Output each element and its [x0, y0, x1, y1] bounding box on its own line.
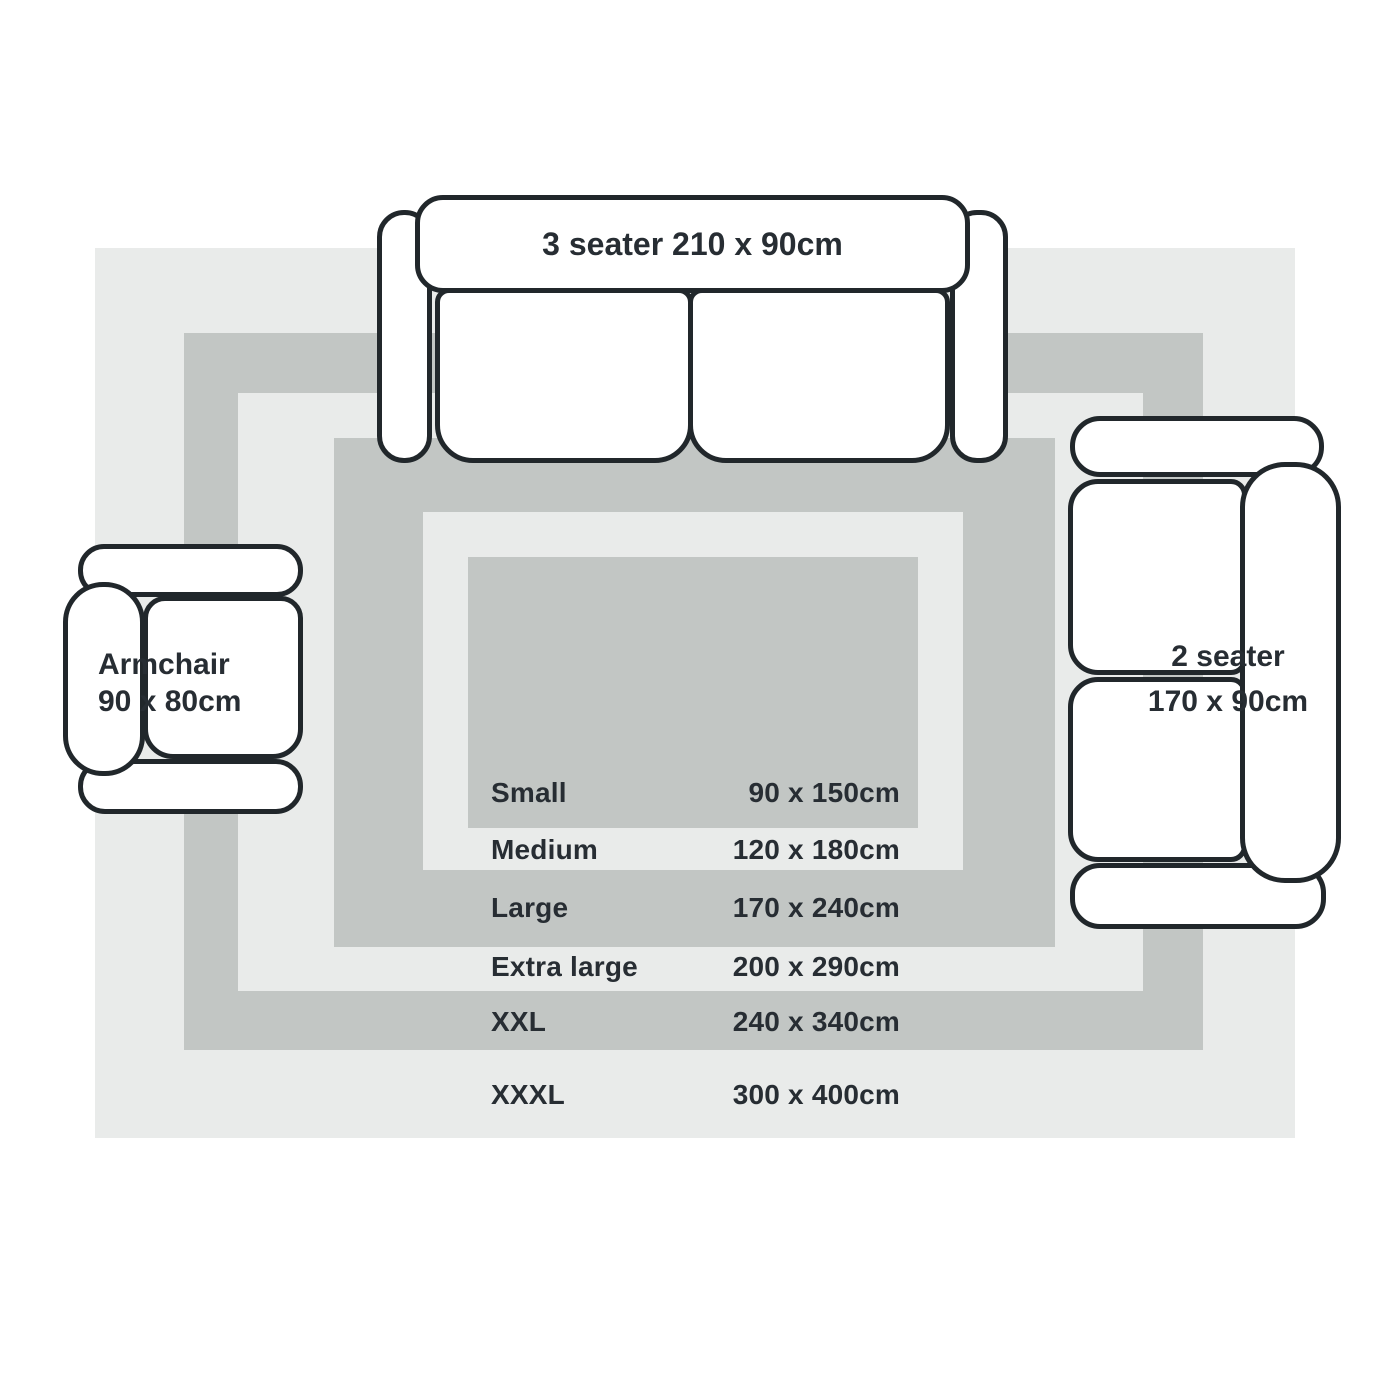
size-name-label: Large: [491, 892, 569, 923]
two-seater-label-line1: 2 seater: [1171, 640, 1285, 673]
three-seater-right-seat-cushion: [688, 288, 950, 463]
armchair-label-line1: Armchair: [98, 648, 230, 681]
three-seater-back-cushion: [415, 195, 970, 293]
size-name-label: Small: [491, 777, 567, 808]
two-seater-label-line2: 170 x 90cm: [1147, 685, 1309, 718]
size-name-label: XXXL: [491, 1079, 565, 1110]
size-row-medium: [491, 830, 900, 870]
size-dims-label: 120 x 180cm: [732, 834, 900, 865]
size-row-xxl: [491, 1002, 900, 1042]
size-dims-label: 240 x 340cm: [732, 1006, 900, 1037]
two-seater-label: [1088, 634, 1368, 724]
size-name-label: Extra large: [491, 951, 638, 982]
size-name-label: Medium: [491, 834, 598, 865]
size-name-label: XXL: [491, 1006, 547, 1037]
size-dims-label: 90 x 150cm: [748, 777, 900, 808]
size-row-xxxl: [491, 1075, 900, 1115]
armchair-label-line2: 90 x 80cm: [98, 685, 242, 718]
size-dims-label: 170 x 240cm: [732, 892, 900, 923]
size-dims-label: 300 x 400cm: [732, 1079, 900, 1110]
size-dims-label: 200 x 290cm: [732, 951, 900, 982]
size-row-large: [491, 888, 900, 928]
three-seater-label: 3 seater 210 x 90cm: [542, 225, 843, 262]
size-row-small: [491, 773, 900, 813]
armchair-label: [98, 646, 241, 720]
three-seater-left-seat-cushion: [435, 288, 693, 463]
size-row-extra-large: [491, 947, 900, 987]
